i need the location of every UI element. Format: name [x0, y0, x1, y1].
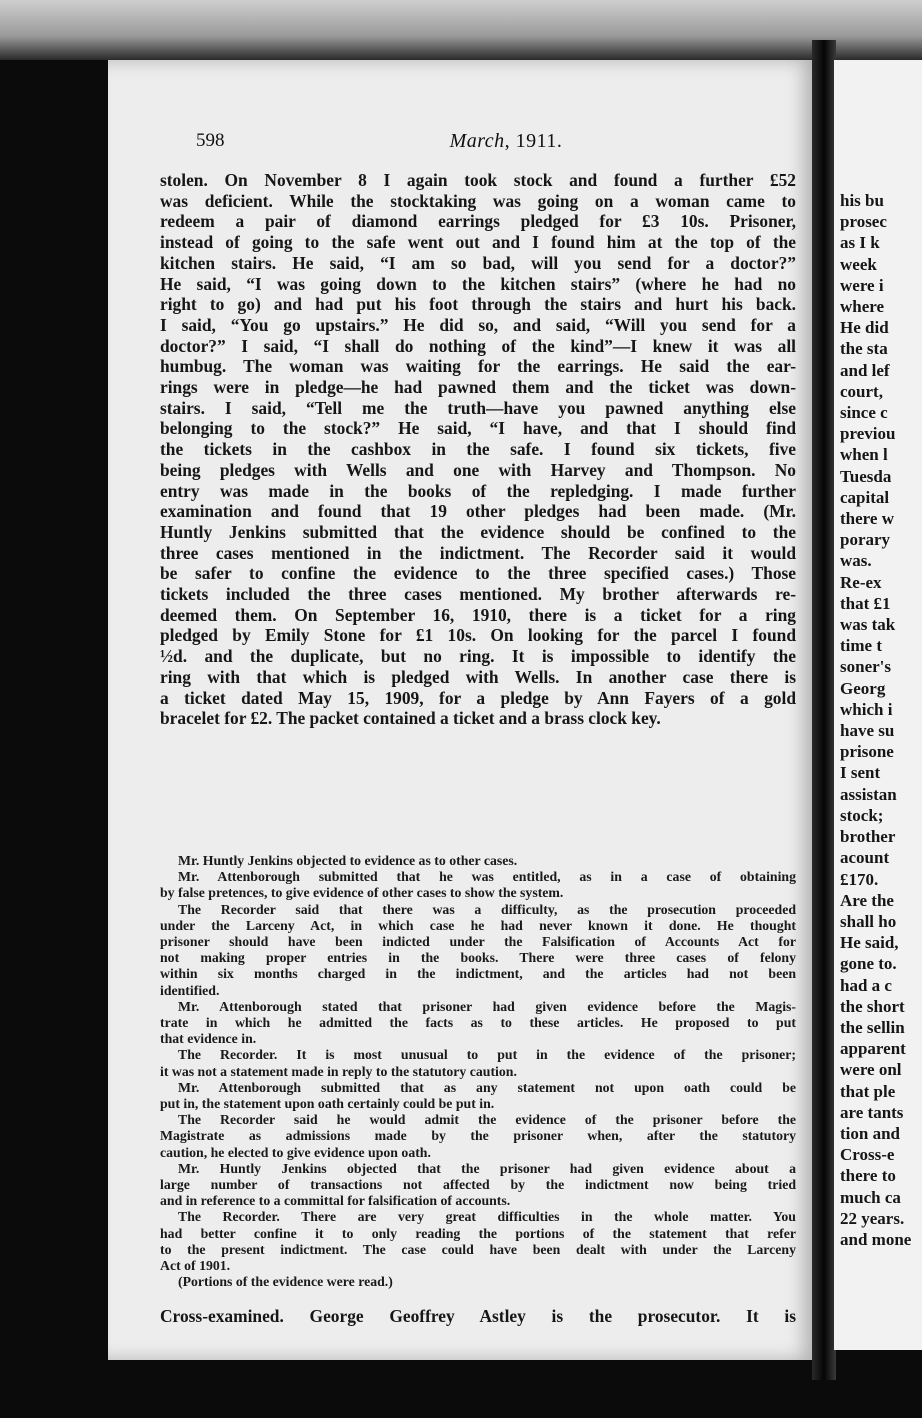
running-title-month: March — [449, 130, 505, 152]
text-line: stairs. I said, “Tell me the truth—have you pawned anything else — [160, 397, 796, 418]
text-fragment: Georg — [840, 678, 886, 698]
text-line: belonging to the stock?” He said, “I have, and that I should find — [160, 418, 796, 439]
text-fragment: there to — [840, 1166, 896, 1186]
text-line: rings were in pledge—he had pawned them and the ticket was down- — [160, 377, 796, 398]
text-fragment: capital — [840, 487, 890, 507]
text-line: trate in which he admitted the facts as to these articles. He proposed to put — [160, 1015, 796, 1031]
text-line: right to go) and had put his foot through the stairs and hurt his back. — [160, 294, 796, 315]
text-fragment: shall ho — [840, 911, 897, 931]
running-head — [196, 130, 816, 160]
text-line: caution, he elected to give evidence upon oath. — [160, 1144, 431, 1160]
text-line: Huntly Jenkins submitted that the evidence should be confined to the — [160, 521, 796, 542]
text-fragment: He did — [840, 318, 889, 338]
text-fragment: week — [840, 254, 877, 274]
text-line: by false pretences, to give evidence of other cases to show the system. — [160, 885, 564, 901]
text-fragment: £170. — [840, 869, 879, 889]
running-title-year: , 1911. — [504, 130, 563, 152]
text-fragment: and lef — [840, 360, 890, 380]
running-title — [196, 130, 816, 153]
text-line: instead of going to the safe went out and I found him at the top of the — [160, 232, 796, 253]
text-line: kitchen stairs. He said, “I am so bad, will you send for a doctor?” — [160, 252, 796, 273]
main-body-text — [160, 170, 796, 729]
text-line: The Recorder said that there was a difficulty, as the prosecution proceeded — [178, 901, 796, 917]
book-top-edge — [0, 0, 922, 60]
text-fragment: are tants — [840, 1102, 904, 1122]
text-line: doctor?” I said, “I shall do nothing of the kind”—I knew it was all — [160, 335, 796, 356]
text-line: put in, the statement upon oath certainly could be put in. — [160, 1096, 495, 1112]
text-fragment: and mone — [840, 1229, 912, 1249]
text-fragment: He said, — [840, 933, 899, 953]
text-fragment: Re-ex — [840, 572, 882, 592]
text-line: pledged by Emily Stone for £1 10s. On looking for the parcel I found — [160, 625, 796, 646]
text-fragment: Are the — [840, 890, 894, 910]
right-page — [834, 60, 922, 1350]
text-line: to the present indictment. The case could have been dealt with under the Larceny — [160, 1241, 796, 1257]
text-line: under the Larceny Act, in which case he had never known it done. He thought — [160, 917, 796, 933]
text-line: The Recorder. It is most unusual to put in the evidence of the prisoner; — [178, 1047, 796, 1063]
text-fragment: acount — [840, 848, 890, 868]
text-line: Mr. Huntly Jenkins objected to evidence as to other cases. — [178, 853, 518, 868]
text-fragment: there w — [840, 509, 894, 529]
text-fragment: soner's — [840, 657, 891, 677]
cross-examination-text — [160, 1306, 796, 1327]
text-line: examination and found that 19 other pledges had been made. (Mr. — [160, 501, 796, 522]
text-fragment: assistan — [840, 784, 897, 804]
text-line: deemed them. On September 16, 1910, there is a ticket for a ring — [160, 604, 796, 625]
page-number: 598 — [196, 130, 225, 151]
text-line: ½d. and the duplicate, but no ring. It is impossible to identify the — [160, 646, 796, 667]
text-fragment: prosec — [840, 212, 887, 232]
text-line: bracelet for £2. The packet contained a ticket and a brass clock key. — [160, 708, 661, 729]
text-line: large number of transactions not affected by the indictment now being tried — [160, 1177, 796, 1193]
text-fragment: time t — [840, 636, 883, 656]
text-fragment: stock; — [840, 805, 884, 825]
text-fragment: that ple — [840, 1081, 896, 1101]
text-line: Mr. Attenborough submitted that he was entitled, as in a case of obtaining — [178, 869, 796, 885]
text-line: humbug. The woman was waiting for the earrings. He said the ear- — [160, 356, 796, 377]
text-line: within six months charged in the indictment, and the articles had not been — [160, 966, 796, 982]
text-line: Mr. Attenborough submitted that as any statement not upon oath could be — [178, 1079, 796, 1095]
text-fragment: brother — [840, 827, 896, 847]
text-line: Magistrate as admissions made by the prisoner when, after the statutory — [160, 1128, 796, 1144]
text-fragment: porary — [840, 530, 891, 550]
text-fragment: gone to. — [840, 954, 897, 974]
text-fragment: Cross-e — [840, 1145, 895, 1165]
text-line: be safer to confine the evidence to the three specified cases.) Those — [160, 563, 796, 584]
text-fragment: I sent — [840, 763, 881, 783]
text-fragment: previou — [840, 424, 896, 444]
text-line: tickets included the three cases mentioned. My brother afterwards re- — [160, 584, 796, 605]
text-fragment: were i — [840, 275, 884, 295]
text-line: identified. — [160, 982, 220, 998]
text-line: that evidence in. — [160, 1031, 257, 1047]
text-fragment: court, — [840, 381, 883, 401]
text-fragment: the short — [840, 996, 905, 1016]
court-discussion-text — [160, 853, 796, 1290]
text-fragment: since c — [840, 403, 888, 423]
text-line: the tickets in the cashbox in the safe. I found six tickets, five — [160, 439, 796, 460]
text-fragment: 22 years. — [840, 1208, 905, 1228]
book-gutter — [812, 40, 836, 1380]
text-line: Cross-examined. George Geoffrey Astley is the prosecutor. It is — [160, 1306, 796, 1326]
text-fragment: his bu — [840, 191, 884, 210]
text-fragment: as I k — [840, 233, 880, 253]
text-line: entry was made in the books of the repledging. I made further — [160, 480, 796, 501]
text-line: had better confine it to only reading the portions of the statement that refer — [160, 1225, 796, 1241]
right-page-text — [840, 190, 922, 1250]
text-line: He said, “I was going down to the kitchen stairs” (where he had no — [160, 273, 796, 294]
text-fragment: had a c — [840, 975, 892, 995]
text-line: The Recorder. There are very great difficulties in the whole matter. You — [178, 1209, 796, 1225]
text-fragment: Tuesda — [840, 466, 892, 486]
text-line: prisoner should have been indicted under the Falsification of Accounts Act for — [160, 934, 796, 950]
text-line: not making proper entries in the books. There were three cases of felony — [160, 950, 796, 966]
text-line: stolen. On November 8 I again took stock and found a further £52 — [160, 170, 796, 190]
text-line: was deficient. While the stocktaking was going on a woman came to — [160, 190, 796, 211]
text-line: it was not a statement made in reply to the statutory caution. — [160, 1063, 517, 1079]
text-fragment: which i — [840, 699, 893, 719]
text-fragment: the sta — [840, 339, 888, 359]
text-fragment: have su — [840, 721, 895, 741]
text-line: being pledges with Wells and one with Harvey and Thompson. No — [160, 459, 796, 480]
text-line: (Portions of the evidence were read.) — [178, 1274, 393, 1290]
text-fragment: that £1 — [840, 593, 891, 613]
text-line: Mr. Huntly Jenkins objected that the prisoner had given evidence about a — [178, 1160, 796, 1176]
text-line: redeem a pair of diamond earrings pledged for £3 10s. Prisoner, — [160, 211, 796, 232]
text-line: I said, “You go upstairs.” He did so, and said, “Will you send for a — [160, 314, 796, 335]
text-fragment: when l — [840, 445, 888, 465]
text-fragment: was tak — [840, 615, 896, 635]
text-fragment: where — [840, 297, 885, 317]
text-line: The Recorder said he would admit the evidence of the prisoner before the — [178, 1112, 796, 1128]
text-line: three cases mentioned in the indictment. The Recorder said it would — [160, 542, 796, 563]
text-line: a ticket dated May 15, 1909, for a pledge by Ann Fayers of a gold — [160, 687, 796, 708]
text-fragment: the sellin — [840, 1017, 905, 1037]
text-fragment: much ca — [840, 1187, 901, 1207]
text-line: ring with that which is pledged with Wells. In another case there is — [160, 666, 796, 687]
text-line: Mr. Attenborough stated that prisoner had given evidence before the Magis- — [178, 998, 796, 1014]
text-fragment: was. — [840, 551, 872, 571]
text-fragment: prisone — [840, 742, 894, 762]
text-line: and in reference to a committal for falsification of accounts. — [160, 1193, 511, 1209]
text-fragment: were onl — [840, 1060, 902, 1080]
text-fragment: apparent — [840, 1039, 906, 1059]
left-page — [108, 60, 818, 1360]
text-line: Act of 1901. — [160, 1258, 231, 1274]
text-fragment: tion and — [840, 1123, 900, 1143]
